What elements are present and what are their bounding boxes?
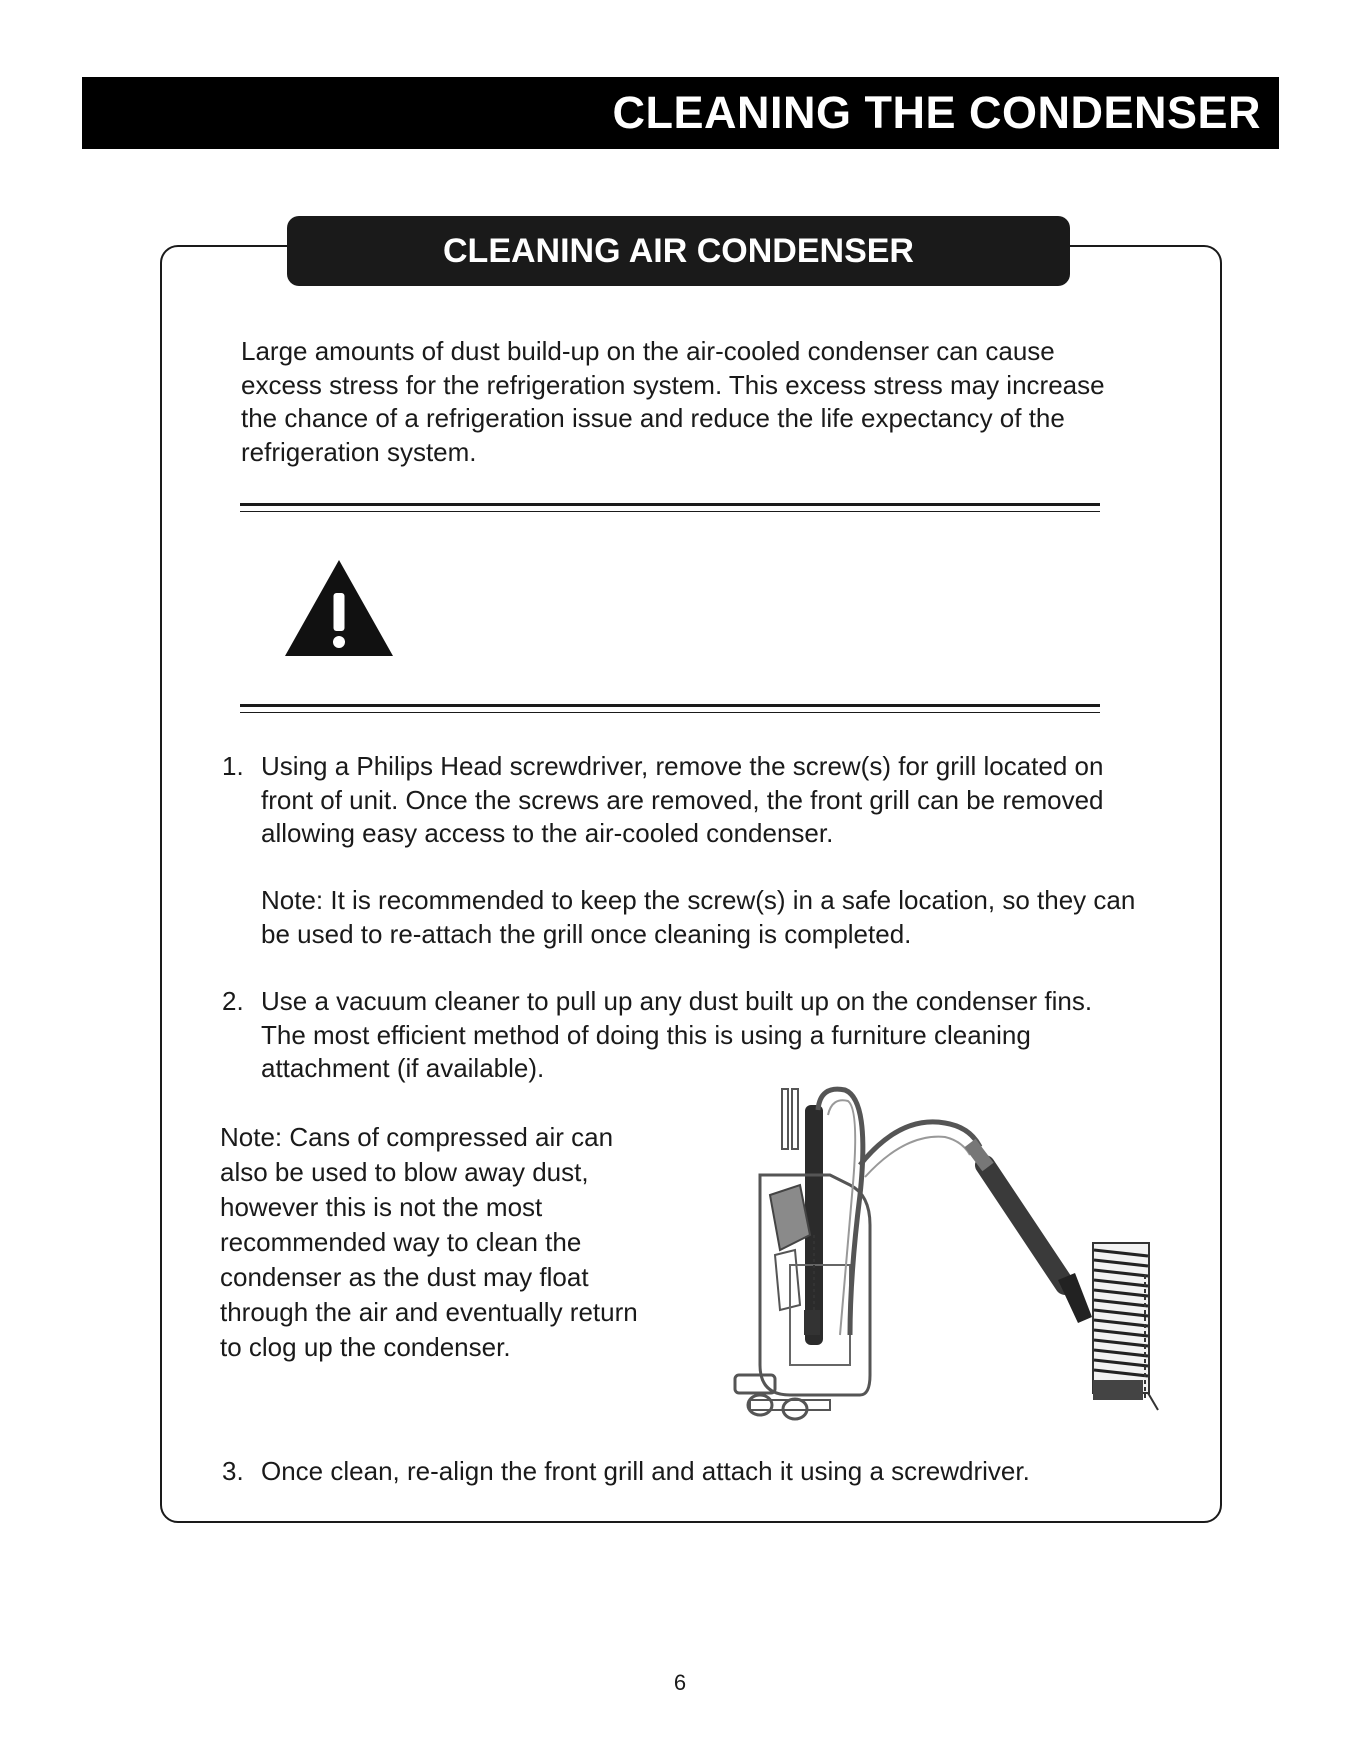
warning-top-rule <box>240 503 1100 512</box>
step-number: 3. <box>222 1456 244 1486</box>
vacuum-cleaning-condenser-illustration <box>700 1075 1170 1435</box>
intro-paragraph: Large amounts of dust build-up on the air-cooled condenser can cause excess stress for the refrigeration system. This excess stress may increase the chance of a refrigeration issue and reduce the life expectancy of the refrigeration system. <box>241 336 1105 467</box>
warning-bottom-rule <box>240 704 1100 713</box>
warning-triangle-icon <box>283 558 395 658</box>
step-note: Note: It is recommended to keep the screw(s) in a safe location, so they can be used to re-attach the grill once cleaning is completed. <box>261 885 1136 949</box>
step-number: 1. <box>222 751 244 781</box>
header-bar <box>82 77 1279 149</box>
step-number: 2. <box>222 986 244 1016</box>
step-text: Use a vacuum cleaner to pull up any dust built up on the condenser fins. The most efficient method of doing this is using a furniture cleaning attachment (if available). <box>261 986 1093 1083</box>
section-title: CLEANING AIR CONDENSER <box>443 232 914 270</box>
compressed-air-note: Note: Cans of compressed air can also be used to blow away dust, however this is not the most recommended way to clean the condenser as the dust may float through the air and eventually return to clog up the condenser. <box>220 1122 638 1362</box>
section-tab <box>287 216 1070 286</box>
page-title: CLEANING THE CONDENSER <box>612 87 1261 138</box>
step-text: Using a Philips Head screwdriver, remove the screw(s) for grill located on front of unit. Once the screws are removed, the front grill can be removed allowing easy access to the air-cooled condenser. <box>261 751 1104 848</box>
step-text: Once clean, re-align the front grill and attach it using a screwdriver. <box>261 1456 1030 1486</box>
page-number: 6 <box>673 1670 687 1695</box>
